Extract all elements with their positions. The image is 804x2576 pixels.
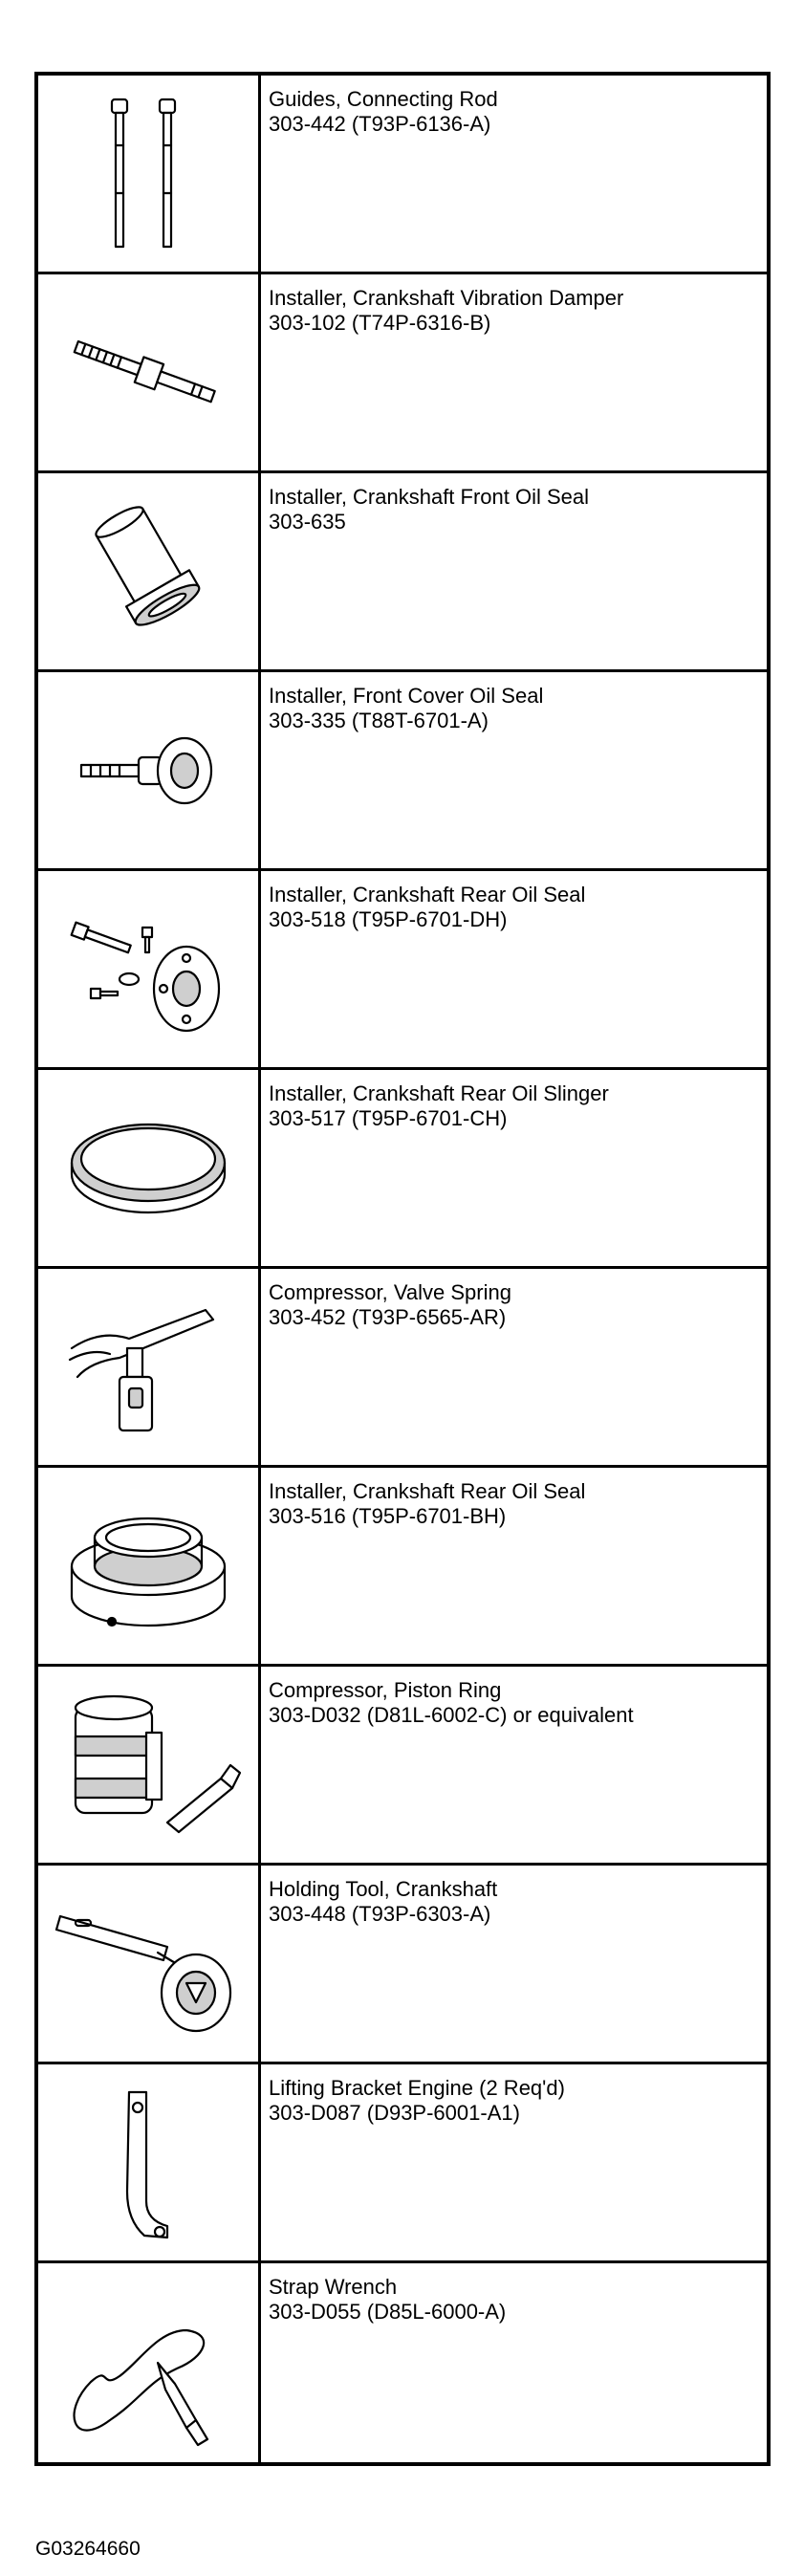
tool-name: Installer, Crankshaft Rear Oil Slinger bbox=[269, 1081, 609, 1105]
table-row bbox=[38, 871, 767, 1070]
tool-number: 303-452 (T93P-6565-AR) bbox=[269, 1305, 507, 1329]
table-row bbox=[38, 274, 767, 473]
table-row bbox=[38, 1468, 767, 1667]
tool-name: Installer, Crankshaft Front Oil Seal bbox=[269, 485, 590, 509]
valve-spring-compressor-icon bbox=[53, 1281, 244, 1453]
tool-name: Lifting Bracket Engine (2 Req'd) bbox=[269, 2076, 565, 2100]
vibration-damper-installer-icon bbox=[53, 287, 244, 459]
tool-name: Installer, Front Cover Oil Seal bbox=[269, 684, 544, 708]
tool-number: 303-635 bbox=[269, 510, 346, 534]
table-row bbox=[38, 2263, 767, 2462]
tool-number: 303-335 (T88T-6701-A) bbox=[269, 709, 489, 732]
tool-name: Holding Tool, Crankshaft bbox=[269, 1877, 498, 1901]
tool-name: Installer, Crankshaft Vibration Damper bbox=[269, 286, 624, 310]
tool-number: 303-518 (T95P-6701-DH) bbox=[269, 907, 508, 931]
tool-name: Compressor, Piston Ring bbox=[269, 1678, 502, 1702]
tool-number: 303-D055 (D85L-6000-A) bbox=[269, 2300, 507, 2324]
tool-number: 303-D087 (D93P-6001-A1) bbox=[269, 2101, 520, 2125]
rear-oil-seal-installer-kit-icon bbox=[53, 884, 244, 1056]
front-cover-seal-installer-icon bbox=[53, 685, 244, 857]
table-row bbox=[38, 1866, 767, 2064]
table-row bbox=[38, 2064, 767, 2263]
table-row bbox=[38, 76, 767, 274]
lifting-bracket-icon bbox=[53, 2077, 244, 2249]
strap-wrench-icon bbox=[53, 2277, 244, 2449]
piston-ring-compressor-icon bbox=[53, 1679, 244, 1851]
table-row bbox=[38, 672, 767, 871]
special-tools-table bbox=[34, 72, 771, 2466]
tool-number: 303-102 (T74P-6316-B) bbox=[269, 311, 491, 335]
connecting-rod-guides-icon bbox=[53, 88, 244, 260]
crankshaft-holding-tool-icon bbox=[53, 1878, 244, 2050]
rear-oil-seal-installer-icon bbox=[53, 1480, 244, 1652]
oil-slinger-installer-icon bbox=[53, 1082, 244, 1255]
tool-number: 303-D032 (D81L-6002-C) or equivalent bbox=[269, 1703, 634, 1727]
tool-number: 303-517 (T95P-6701-CH) bbox=[269, 1106, 508, 1130]
tool-name: Strap Wrench bbox=[269, 2275, 398, 2299]
tool-name: Installer, Crankshaft Rear Oil Seal bbox=[269, 1479, 586, 1503]
table-row bbox=[38, 1667, 767, 1866]
tool-name: Installer, Crankshaft Rear Oil Seal bbox=[269, 883, 586, 906]
tool-number: 303-448 (T93P-6303-A) bbox=[269, 1902, 491, 1926]
tool-name: Guides, Connecting Rod bbox=[269, 87, 498, 111]
table-row bbox=[38, 473, 767, 672]
document-id: G03264660 bbox=[35, 2538, 141, 2560]
tool-number: 303-442 (T93P-6136-A) bbox=[269, 112, 491, 136]
front-oil-seal-installer-icon bbox=[53, 486, 244, 658]
table-row bbox=[38, 1269, 767, 1468]
tool-name: Compressor, Valve Spring bbox=[269, 1280, 511, 1304]
table-row bbox=[38, 1070, 767, 1269]
tool-number: 303-516 (T95P-6701-BH) bbox=[269, 1504, 507, 1528]
